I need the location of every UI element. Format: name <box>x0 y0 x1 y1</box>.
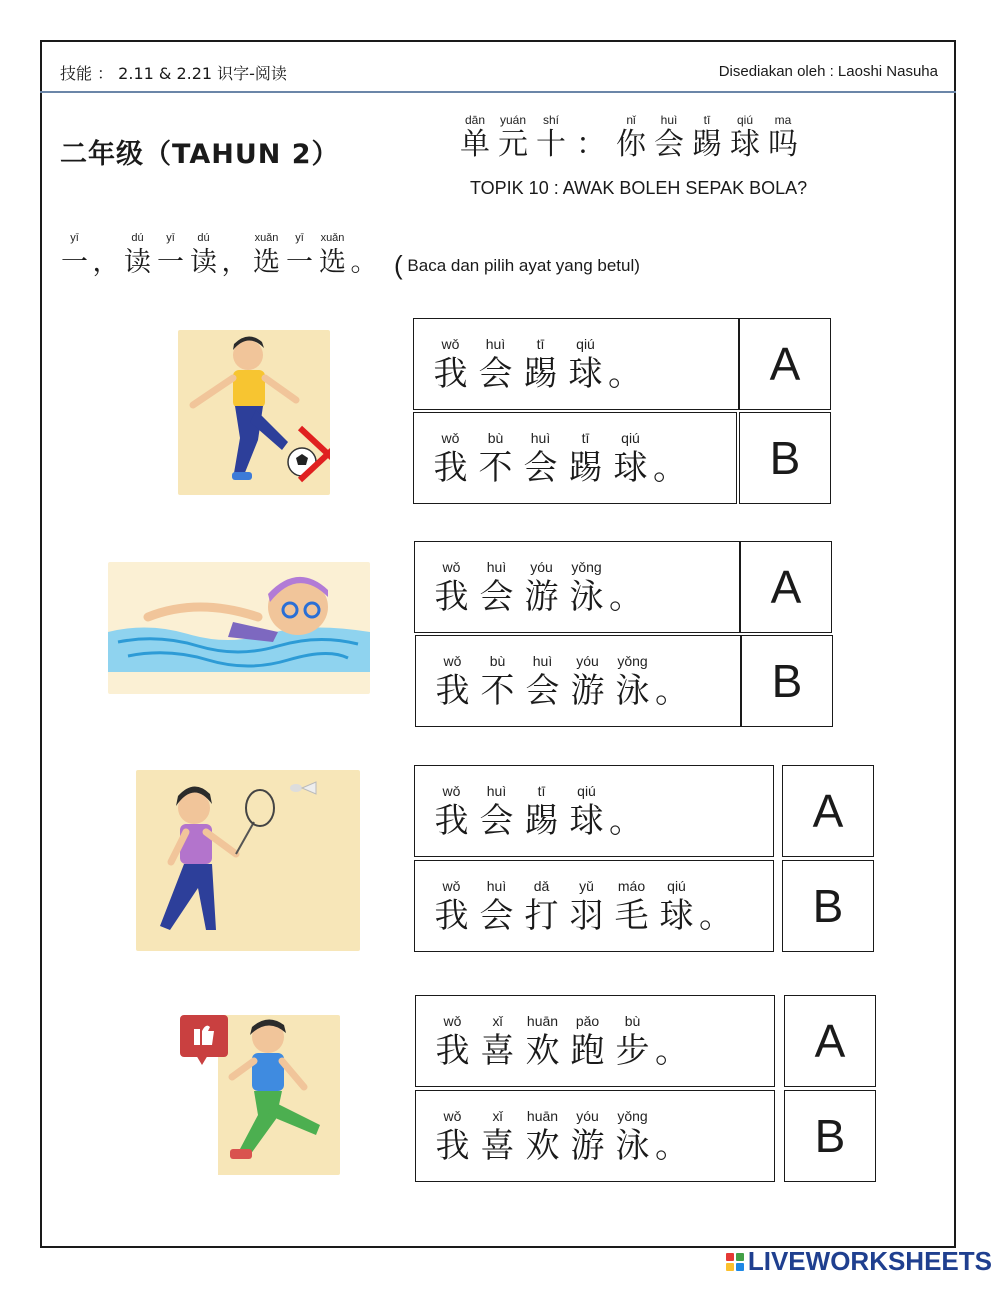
hanzi-text: 打 <box>524 896 559 936</box>
pinyin-text <box>589 114 592 126</box>
pinyin-text: qiú <box>736 113 753 127</box>
q1-choice-a-button[interactable]: A <box>739 318 831 410</box>
pinyin-text <box>362 233 365 244</box>
hanzi-text: 十 <box>536 127 566 162</box>
hanzi-text: 我 <box>435 671 470 711</box>
punctuation <box>220 233 250 276</box>
hanzi-text: 毛 <box>614 896 649 936</box>
q4-option-b-sentence[interactable] <box>415 1090 775 1182</box>
pinyin-character <box>475 1013 520 1071</box>
pinyin-character <box>429 559 474 617</box>
hanzi-text: 不 <box>480 671 515 711</box>
hanzi-text: ： <box>576 127 606 162</box>
pinyin-character <box>565 653 610 711</box>
pinyin-text: wǒ <box>442 783 461 799</box>
pinyin-text: shí <box>542 113 559 127</box>
pinyin-character <box>473 430 518 488</box>
pinyin-character <box>610 1108 655 1166</box>
pinyin-character <box>430 653 475 711</box>
hanzi-text: 我 <box>435 1126 470 1166</box>
hanzi-text: 会 <box>478 354 513 394</box>
pinyin-text: bù <box>489 653 506 669</box>
q3-option-b-sentence[interactable] <box>414 860 774 952</box>
hanzi-text: 泳 <box>615 671 650 711</box>
pinyin-character <box>58 233 91 276</box>
hanzi-text: 喜 <box>480 1126 515 1166</box>
liveworksheets-brand <box>726 1246 992 1277</box>
pinyin-text: yǒng <box>571 559 602 575</box>
hanzi-text: 会 <box>479 896 514 936</box>
pinyin-text: wǒ <box>442 559 461 575</box>
pinyin-text: yuán <box>499 113 527 127</box>
hanzi-text: 球 <box>569 801 604 841</box>
topic-title: TOPIK 10 : AWAK BOLEH SEPAK BOLA? <box>470 178 808 198</box>
pinyin-character <box>520 1013 565 1071</box>
pinyin-character <box>650 114 688 160</box>
sentence-ruby <box>429 783 773 841</box>
pinyin-text: xuǎn <box>254 232 279 244</box>
pinyin-character <box>565 1108 610 1166</box>
q2-option-b-sentence[interactable] <box>415 635 741 727</box>
pinyin-text: huì <box>532 653 553 669</box>
pinyin-text: xuǎn <box>320 232 345 244</box>
pinyin-character <box>283 233 316 276</box>
pinyin-character <box>474 559 519 617</box>
hanzi-text: 游 <box>570 671 605 711</box>
pinyin-character <box>474 783 519 841</box>
pinyin-text: yī <box>295 232 304 244</box>
hanzi-text: 泳 <box>615 1126 650 1166</box>
hanzi-text: 欢 <box>525 1126 560 1166</box>
q4-choice-b-button[interactable]: B <box>784 1090 876 1182</box>
hanzi-text: 吗 <box>768 127 798 162</box>
punctuation <box>91 233 121 276</box>
pinyin-character <box>519 783 564 841</box>
pinyin-text: pǎo <box>575 1013 600 1029</box>
pinyin-character <box>429 878 474 936</box>
q2-choice-a-button[interactable]: A <box>740 541 832 633</box>
pinyin-text: qiú <box>576 336 595 352</box>
punctuation <box>653 431 687 488</box>
pinyin-character <box>519 559 564 617</box>
pinyin-text: yóu <box>576 653 599 669</box>
hanzi-text: 。 <box>350 247 378 278</box>
hanzi-text: 踢 <box>523 354 558 394</box>
pinyin-text <box>668 1014 672 1028</box>
pinyin-character <box>121 233 154 276</box>
pinyin-character <box>610 653 655 711</box>
pinyin-character <box>429 783 474 841</box>
hanzi-text: 你 <box>616 127 646 162</box>
q3-choice-b-button[interactable]: B <box>782 860 874 952</box>
pinyin-character <box>154 233 187 276</box>
pinyin-text <box>622 560 626 574</box>
pinyin-text <box>621 337 625 351</box>
instruction-heading <box>58 233 379 276</box>
sentence-ruby <box>428 336 738 394</box>
pinyin-character <box>187 233 220 276</box>
pinyin-text: yǒng <box>617 653 648 669</box>
q4-choice-a-button[interactable]: A <box>784 995 876 1087</box>
pinyin-text: wǒ <box>442 878 461 894</box>
pinyin-text: dú <box>131 232 144 244</box>
punctuation <box>699 879 733 936</box>
punctuation <box>570 114 612 160</box>
hanzi-text: 球 <box>659 896 694 936</box>
badminton-girl-picture <box>136 770 360 951</box>
sentence-ruby <box>429 878 773 936</box>
pinyin-text: qiú <box>621 430 640 446</box>
pinyin-text: ma <box>774 113 792 127</box>
hanzi-text: 会 <box>525 671 560 711</box>
pinyin-text <box>668 1109 672 1123</box>
hanzi-text: 读 <box>124 247 151 278</box>
pinyin-text: yǒng <box>617 1108 648 1124</box>
pinyin-character <box>428 336 473 394</box>
pinyin-character <box>608 430 653 488</box>
pinyin-text: huì <box>486 878 507 894</box>
pinyin-text <box>233 233 236 244</box>
punctuation <box>349 233 379 276</box>
q3-option-a-sentence[interactable] <box>414 765 774 857</box>
sentence-ruby <box>430 653 740 711</box>
q3-choice-a-button[interactable]: A <box>782 765 874 857</box>
pinyin-text: dān <box>464 113 486 127</box>
hanzi-text: 踢 <box>568 448 603 488</box>
pinyin-character <box>612 114 650 160</box>
hanzi-text: 选 <box>253 247 280 278</box>
hanzi-text: 一 <box>157 247 184 278</box>
pinyin-character <box>532 114 570 160</box>
pinyin-text: xǐ <box>492 1108 503 1124</box>
hanzi-text: 我 <box>434 896 469 936</box>
pinyin-character <box>726 114 764 160</box>
pinyin-text: huì <box>486 783 507 799</box>
hanzi-text: 球 <box>613 448 648 488</box>
hanzi-text: 我 <box>433 354 468 394</box>
sentence-ruby <box>430 1108 774 1166</box>
pinyin-character <box>430 1013 475 1071</box>
header-divider <box>40 91 956 93</box>
pinyin-text: wǒ <box>441 430 460 446</box>
hanzi-text: 步 <box>615 1031 650 1071</box>
punctuation <box>655 1109 689 1166</box>
sentence-ruby <box>430 1013 774 1071</box>
pinyin-text: wǒ <box>443 1013 462 1029</box>
pinyin-text: qiú <box>577 783 596 799</box>
pinyin-text: yī <box>166 232 175 244</box>
pinyin-character <box>609 878 654 936</box>
pinyin-text: tī <box>536 336 545 352</box>
unit-title <box>456 114 802 160</box>
sentence-ruby <box>428 430 736 488</box>
hanzi-text: 踢 <box>524 801 559 841</box>
sentence-ruby <box>429 559 739 617</box>
hanzi-text: 选 <box>319 247 346 278</box>
q1-option-b-sentence[interactable] <box>413 412 737 504</box>
pinyin-text: máo <box>617 878 646 894</box>
pinyin-text <box>668 654 672 668</box>
punctuation <box>655 654 689 711</box>
note-close-paren: ) <box>634 256 640 275</box>
hanzi-text: 踢 <box>692 127 722 162</box>
pinyin-text <box>712 879 716 893</box>
pinyin-text: huì <box>530 430 551 446</box>
pinyin-text: tī <box>703 113 711 127</box>
instruction-note <box>394 250 640 281</box>
pinyin-text: wǒ <box>443 653 462 669</box>
pinyin-text: xǐ <box>492 1013 503 1029</box>
pinyin-character <box>564 878 609 936</box>
hanzi-text: ， <box>92 247 120 278</box>
hanzi-text: 。 <box>609 801 643 841</box>
hanzi-text: 会 <box>523 448 558 488</box>
pinyin-text: yóu <box>576 1108 599 1124</box>
pinyin-text: wǒ <box>441 336 460 352</box>
pinyin-character <box>764 114 802 160</box>
hanzi-text: 球 <box>730 127 760 162</box>
note-text: Baca dan pilih ayat yang betul <box>407 256 635 275</box>
hanzi-text: 单 <box>460 127 490 162</box>
hanzi-text: 我 <box>435 1031 470 1071</box>
hanzi-text: 游 <box>524 577 559 617</box>
pinyin-text: huì <box>486 559 507 575</box>
pinyin-character <box>563 336 608 394</box>
running-boy-picture <box>180 1015 340 1175</box>
pinyin-text: huān <box>526 1013 559 1029</box>
pinyin-character <box>473 336 518 394</box>
pinyin-character <box>475 653 520 711</box>
pinyin-text <box>104 233 107 244</box>
punctuation <box>609 560 643 617</box>
q2-option-a-sentence[interactable] <box>414 541 740 633</box>
pinyin-character <box>518 336 563 394</box>
skill-label: 技能 ： 2.11 & 2.21 识字-阅读 <box>60 64 287 83</box>
hanzi-text: 泳 <box>569 577 604 617</box>
hanzi-text: 我 <box>434 577 469 617</box>
pinyin-character <box>518 430 563 488</box>
pinyin-text <box>622 784 626 798</box>
pinyin-text: nǐ <box>626 113 636 127</box>
brand-logo-icon <box>726 1253 744 1271</box>
hanzi-text: 。 <box>699 896 733 936</box>
pinyin-text: tī <box>581 430 590 446</box>
pinyin-character <box>520 653 565 711</box>
hanzi-text: ， <box>221 247 249 278</box>
pinyin-text: huān <box>526 1108 559 1124</box>
q1-option-a-sentence[interactable] <box>413 318 739 410</box>
pinyin-character <box>654 878 699 936</box>
hanzi-text: 我 <box>434 801 469 841</box>
pinyin-character <box>475 1108 520 1166</box>
pinyin-text: huì <box>485 336 506 352</box>
q4-option-a-sentence[interactable] <box>415 995 775 1087</box>
pinyin-text: bù <box>487 430 504 446</box>
hanzi-text: 。 <box>653 448 687 488</box>
pinyin-character <box>688 114 726 160</box>
pinyin-text <box>666 431 670 445</box>
pinyin-character <box>456 114 494 160</box>
pinyin-text: bù <box>624 1013 641 1029</box>
hanzi-text: 跑 <box>570 1031 605 1071</box>
pinyin-text: yǔ <box>579 878 594 894</box>
hanzi-text: 。 <box>655 671 689 711</box>
pinyin-character <box>564 559 609 617</box>
pinyin-character <box>316 233 349 276</box>
hanzi-text: 不 <box>478 448 513 488</box>
pinyin-character <box>474 878 519 936</box>
note-open-paren: ( <box>394 250 403 280</box>
pinyin-text: dǎ <box>533 878 550 894</box>
pinyin-character <box>430 1108 475 1166</box>
pinyin-character <box>428 430 473 488</box>
hanzi-text: 会 <box>479 801 514 841</box>
hanzi-text: 会 <box>479 577 514 617</box>
hanzi-text: 欢 <box>525 1031 560 1071</box>
pinyin-text: dú <box>197 232 210 244</box>
hanzi-text: 。 <box>655 1126 689 1166</box>
pinyin-character <box>564 783 609 841</box>
pinyin-text: yī <box>70 232 79 244</box>
punctuation <box>608 337 642 394</box>
hanzi-text: 我 <box>433 448 468 488</box>
pinyin-character <box>610 1013 655 1071</box>
hanzi-text: 。 <box>609 577 643 617</box>
hanzi-text: 游 <box>570 1126 605 1166</box>
pinyin-text: qiú <box>667 878 686 894</box>
hanzi-text: 喜 <box>480 1031 515 1071</box>
pinyin-character <box>519 878 564 936</box>
pinyin-text: yóu <box>530 559 553 575</box>
hanzi-text: 。 <box>655 1031 689 1071</box>
pinyin-text: huì <box>660 113 678 127</box>
brand-name: LIVEWORKSHEETS <box>747 1246 992 1276</box>
boy-kicking-ball-picture <box>178 330 330 495</box>
hanzi-text: 读 <box>190 247 217 278</box>
pinyin-character <box>520 1108 565 1166</box>
pinyin-character <box>563 430 608 488</box>
pinyin-text: wǒ <box>443 1108 462 1124</box>
author-label: Disediakan oleh : Laoshi Nasuha <box>718 63 938 80</box>
swimming-boy-picture <box>108 562 370 694</box>
hanzi-text: 一 <box>286 247 313 278</box>
hanzi-text: 羽 <box>569 896 604 936</box>
pinyin-character <box>565 1013 610 1071</box>
hanzi-text: 元 <box>498 127 528 162</box>
q1-choice-b-button[interactable]: B <box>739 412 831 504</box>
q2-choice-b-button[interactable]: B <box>741 635 833 727</box>
hanzi-text: 。 <box>608 354 642 394</box>
pinyin-text: tī <box>537 783 546 799</box>
hanzi-text: 会 <box>654 127 684 162</box>
hanzi-text: 球 <box>568 354 603 394</box>
pinyin-character <box>250 233 283 276</box>
grade-title: 二年级（TAHUN 2） <box>60 139 340 170</box>
hanzi-text: 一 <box>61 247 88 278</box>
pinyin-character <box>494 114 532 160</box>
punctuation <box>609 784 643 841</box>
punctuation <box>655 1014 689 1071</box>
